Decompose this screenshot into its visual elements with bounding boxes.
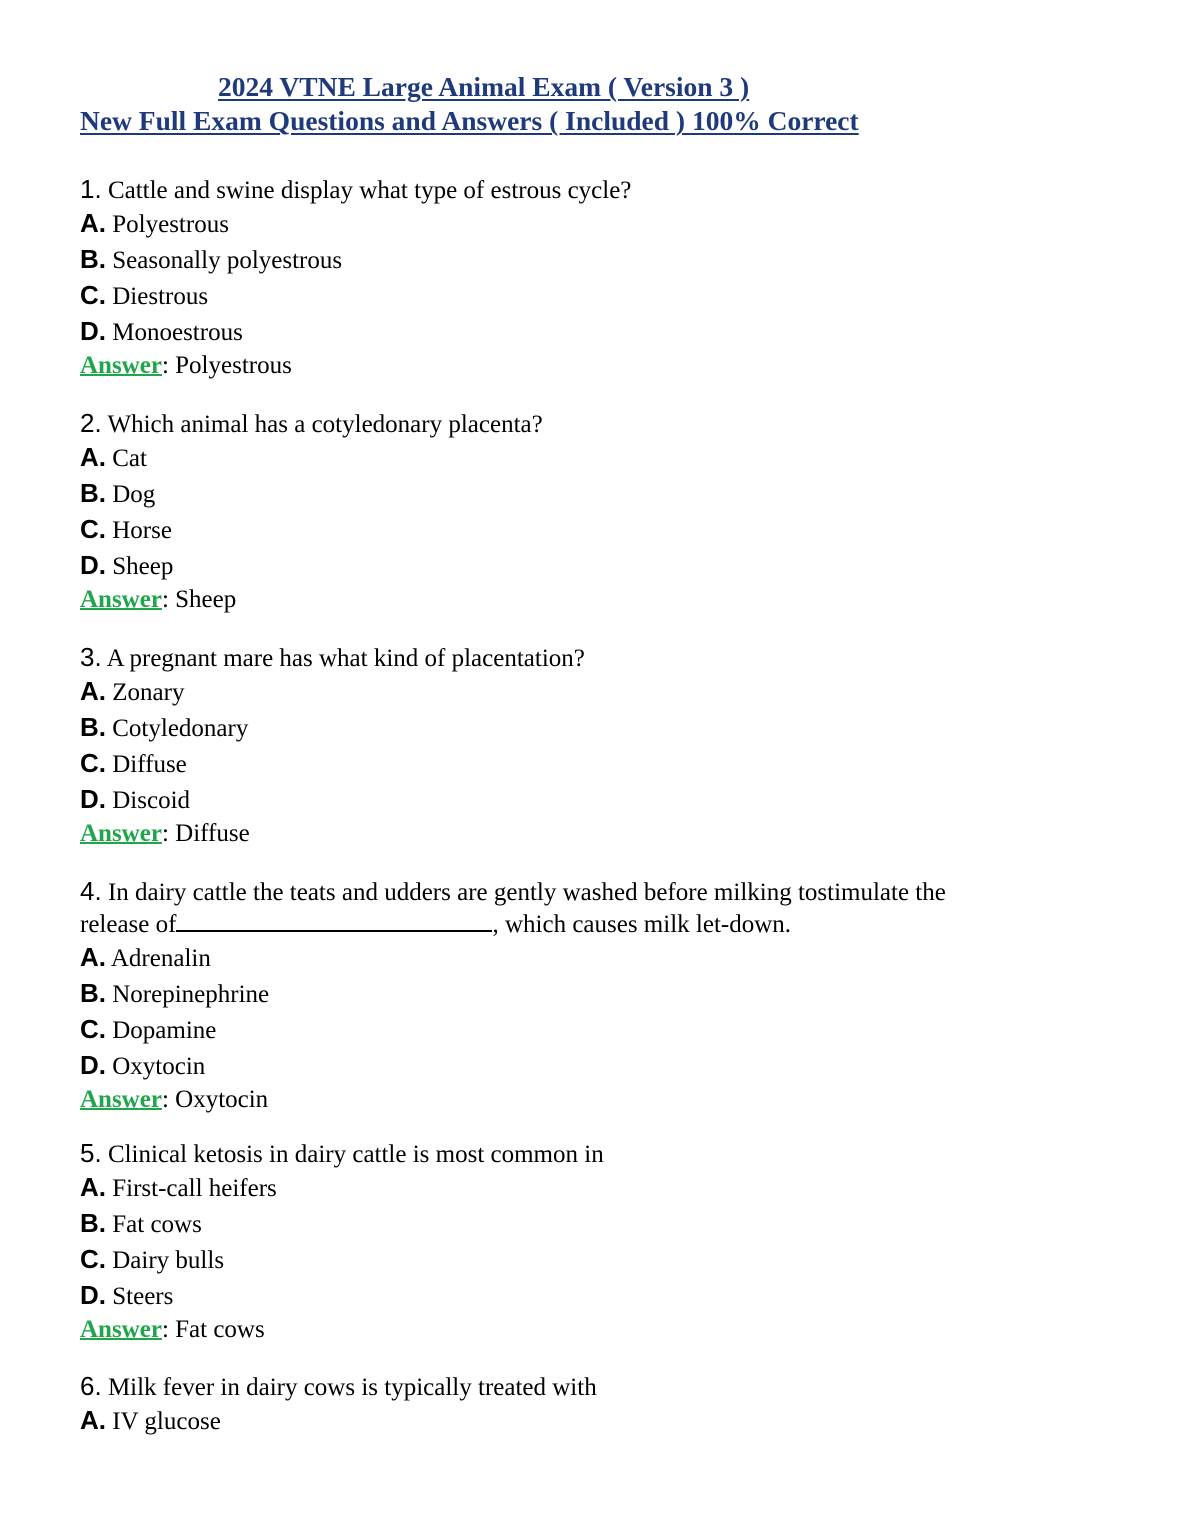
option-a (80, 1403, 597, 1439)
option-a (80, 674, 585, 710)
option-b (80, 242, 631, 278)
option-c (80, 278, 631, 314)
answer-value: Fat cows (175, 1316, 265, 1343)
option-text: First-call heifers (112, 1175, 277, 1202)
option-letter: D. (80, 316, 106, 346)
question-number: 3. (80, 642, 102, 672)
question-4 (80, 876, 946, 1116)
option-c (80, 1012, 946, 1048)
question-stem: Milk fever in dairy cows is typically treated with (107, 1374, 597, 1401)
question-stem: In dairy cattle the teats and udders are gently washed before milking tostimulate the (107, 879, 946, 906)
answer-line: Answer: Polyestrous (80, 352, 292, 379)
option-letter: C. (80, 280, 106, 310)
option-letter: A. (80, 676, 106, 706)
option-b (80, 1206, 604, 1242)
option-letter: A. (80, 942, 106, 972)
question-text (80, 408, 543, 440)
option-letter: A. (80, 1172, 106, 1202)
question-stem: Clinical ketosis in dairy cattle is most common in (107, 1141, 604, 1168)
option-a (80, 940, 946, 976)
option-text: Dairy bulls (112, 1247, 225, 1274)
option-text: Cotyledonary (112, 715, 249, 742)
option-letter: C. (80, 1014, 106, 1044)
option-letter: C. (80, 514, 106, 544)
answer-label: Answer (80, 352, 162, 379)
option-text: IV glucose (112, 1408, 221, 1435)
option-text: Monoestrous (112, 319, 243, 346)
option-letter: B. (80, 978, 106, 1008)
option-text: Dopamine (112, 1017, 217, 1044)
question-text (80, 876, 946, 908)
answer-line: Answer: Fat cows (80, 1316, 265, 1343)
option-text: Steers (112, 1283, 174, 1310)
option-d (80, 1048, 946, 1084)
option-letter: A. (80, 208, 106, 238)
option-letter: A. (80, 442, 106, 472)
answer-value: Sheep (175, 586, 237, 613)
question-3 (80, 642, 585, 850)
document-header (80, 70, 1120, 138)
option-letter: C. (80, 1244, 106, 1274)
option-c (80, 1242, 604, 1278)
question-1 (80, 174, 631, 382)
question-stem: Which animal has a cotyledonary placenta? (107, 411, 543, 438)
option-c (80, 746, 585, 782)
option-text: Norepinephrine (112, 981, 270, 1008)
question-number: 1. (80, 174, 102, 204)
option-text: Diestrous (112, 283, 209, 310)
answer-line: Answer: Diffuse (80, 820, 250, 847)
answer-label: Answer (80, 820, 162, 847)
option-text: Adrenalin (110, 945, 211, 972)
answer-label: Answer (80, 1086, 162, 1113)
question-number: 2. (80, 408, 102, 438)
option-text: Horse (112, 517, 172, 544)
option-a (80, 206, 631, 242)
option-letter: D. (80, 784, 106, 814)
answer-label: Answer (80, 586, 162, 613)
option-letter: D. (80, 1050, 106, 1080)
option-text: Dog (112, 481, 156, 508)
option-letter: B. (80, 1208, 106, 1238)
option-d (80, 1278, 604, 1314)
option-letter: B. (80, 244, 106, 274)
question-number: 5. (80, 1138, 102, 1168)
option-letter: B. (80, 478, 106, 508)
option-text: Seasonally polyestrous (112, 247, 343, 274)
option-a (80, 1170, 604, 1206)
question-stem-prefix: release of (80, 911, 177, 938)
question-stem-suffix: , which causes milk let-down. (492, 911, 792, 938)
option-text: Cat (112, 445, 147, 472)
question-5 (80, 1138, 604, 1346)
answer-line: Answer: Sheep (80, 586, 237, 613)
option-text: Discoid (112, 787, 191, 814)
question-text (80, 174, 631, 206)
option-letter: A. (80, 1405, 106, 1435)
option-d (80, 782, 585, 818)
option-letter: D. (80, 1280, 106, 1310)
answer-value: Polyestrous (175, 352, 292, 379)
option-d (80, 314, 631, 350)
answer-value: Diffuse (175, 820, 250, 847)
option-text: Diffuse (112, 751, 187, 778)
option-letter: D. (80, 550, 106, 580)
question-stem: A pregnant mare has what kind of placentation? (106, 645, 585, 672)
fill-in-blank (176, 908, 492, 932)
option-d (80, 548, 543, 584)
question-text (80, 642, 585, 674)
answer-label: Answer (80, 1316, 162, 1343)
question-2 (80, 408, 543, 616)
option-text: Polyestrous (112, 211, 229, 238)
question-number: 4. (80, 876, 102, 906)
question-text (80, 1138, 604, 1170)
option-b (80, 976, 946, 1012)
option-text: Fat cows (112, 1211, 202, 1238)
option-b (80, 710, 585, 746)
question-text-line-2 (80, 908, 946, 940)
answer-line: Answer: Oxytocin (80, 1086, 269, 1113)
option-text: Zonary (112, 679, 185, 706)
option-b (80, 476, 543, 512)
option-text: Sheep (112, 553, 174, 580)
answer-value: Oxytocin (175, 1086, 269, 1113)
option-letter: B. (80, 712, 106, 742)
question-text (80, 1371, 597, 1403)
option-text: Oxytocin (112, 1053, 206, 1080)
option-a (80, 440, 543, 476)
option-c (80, 512, 543, 548)
question-number: 6. (80, 1371, 102, 1401)
title-line-2: New Full Exam Questions and Answers ( Included ) 100% Correct (80, 105, 859, 136)
option-letter: C. (80, 748, 106, 778)
question-stem: Cattle and swine display what type of estrous cycle? (107, 177, 632, 204)
title-line-1: 2024 VTNE Large Animal Exam ( Version 3 ) (218, 71, 750, 102)
document-page (80, 70, 1120, 1435)
question-6 (80, 1371, 597, 1439)
